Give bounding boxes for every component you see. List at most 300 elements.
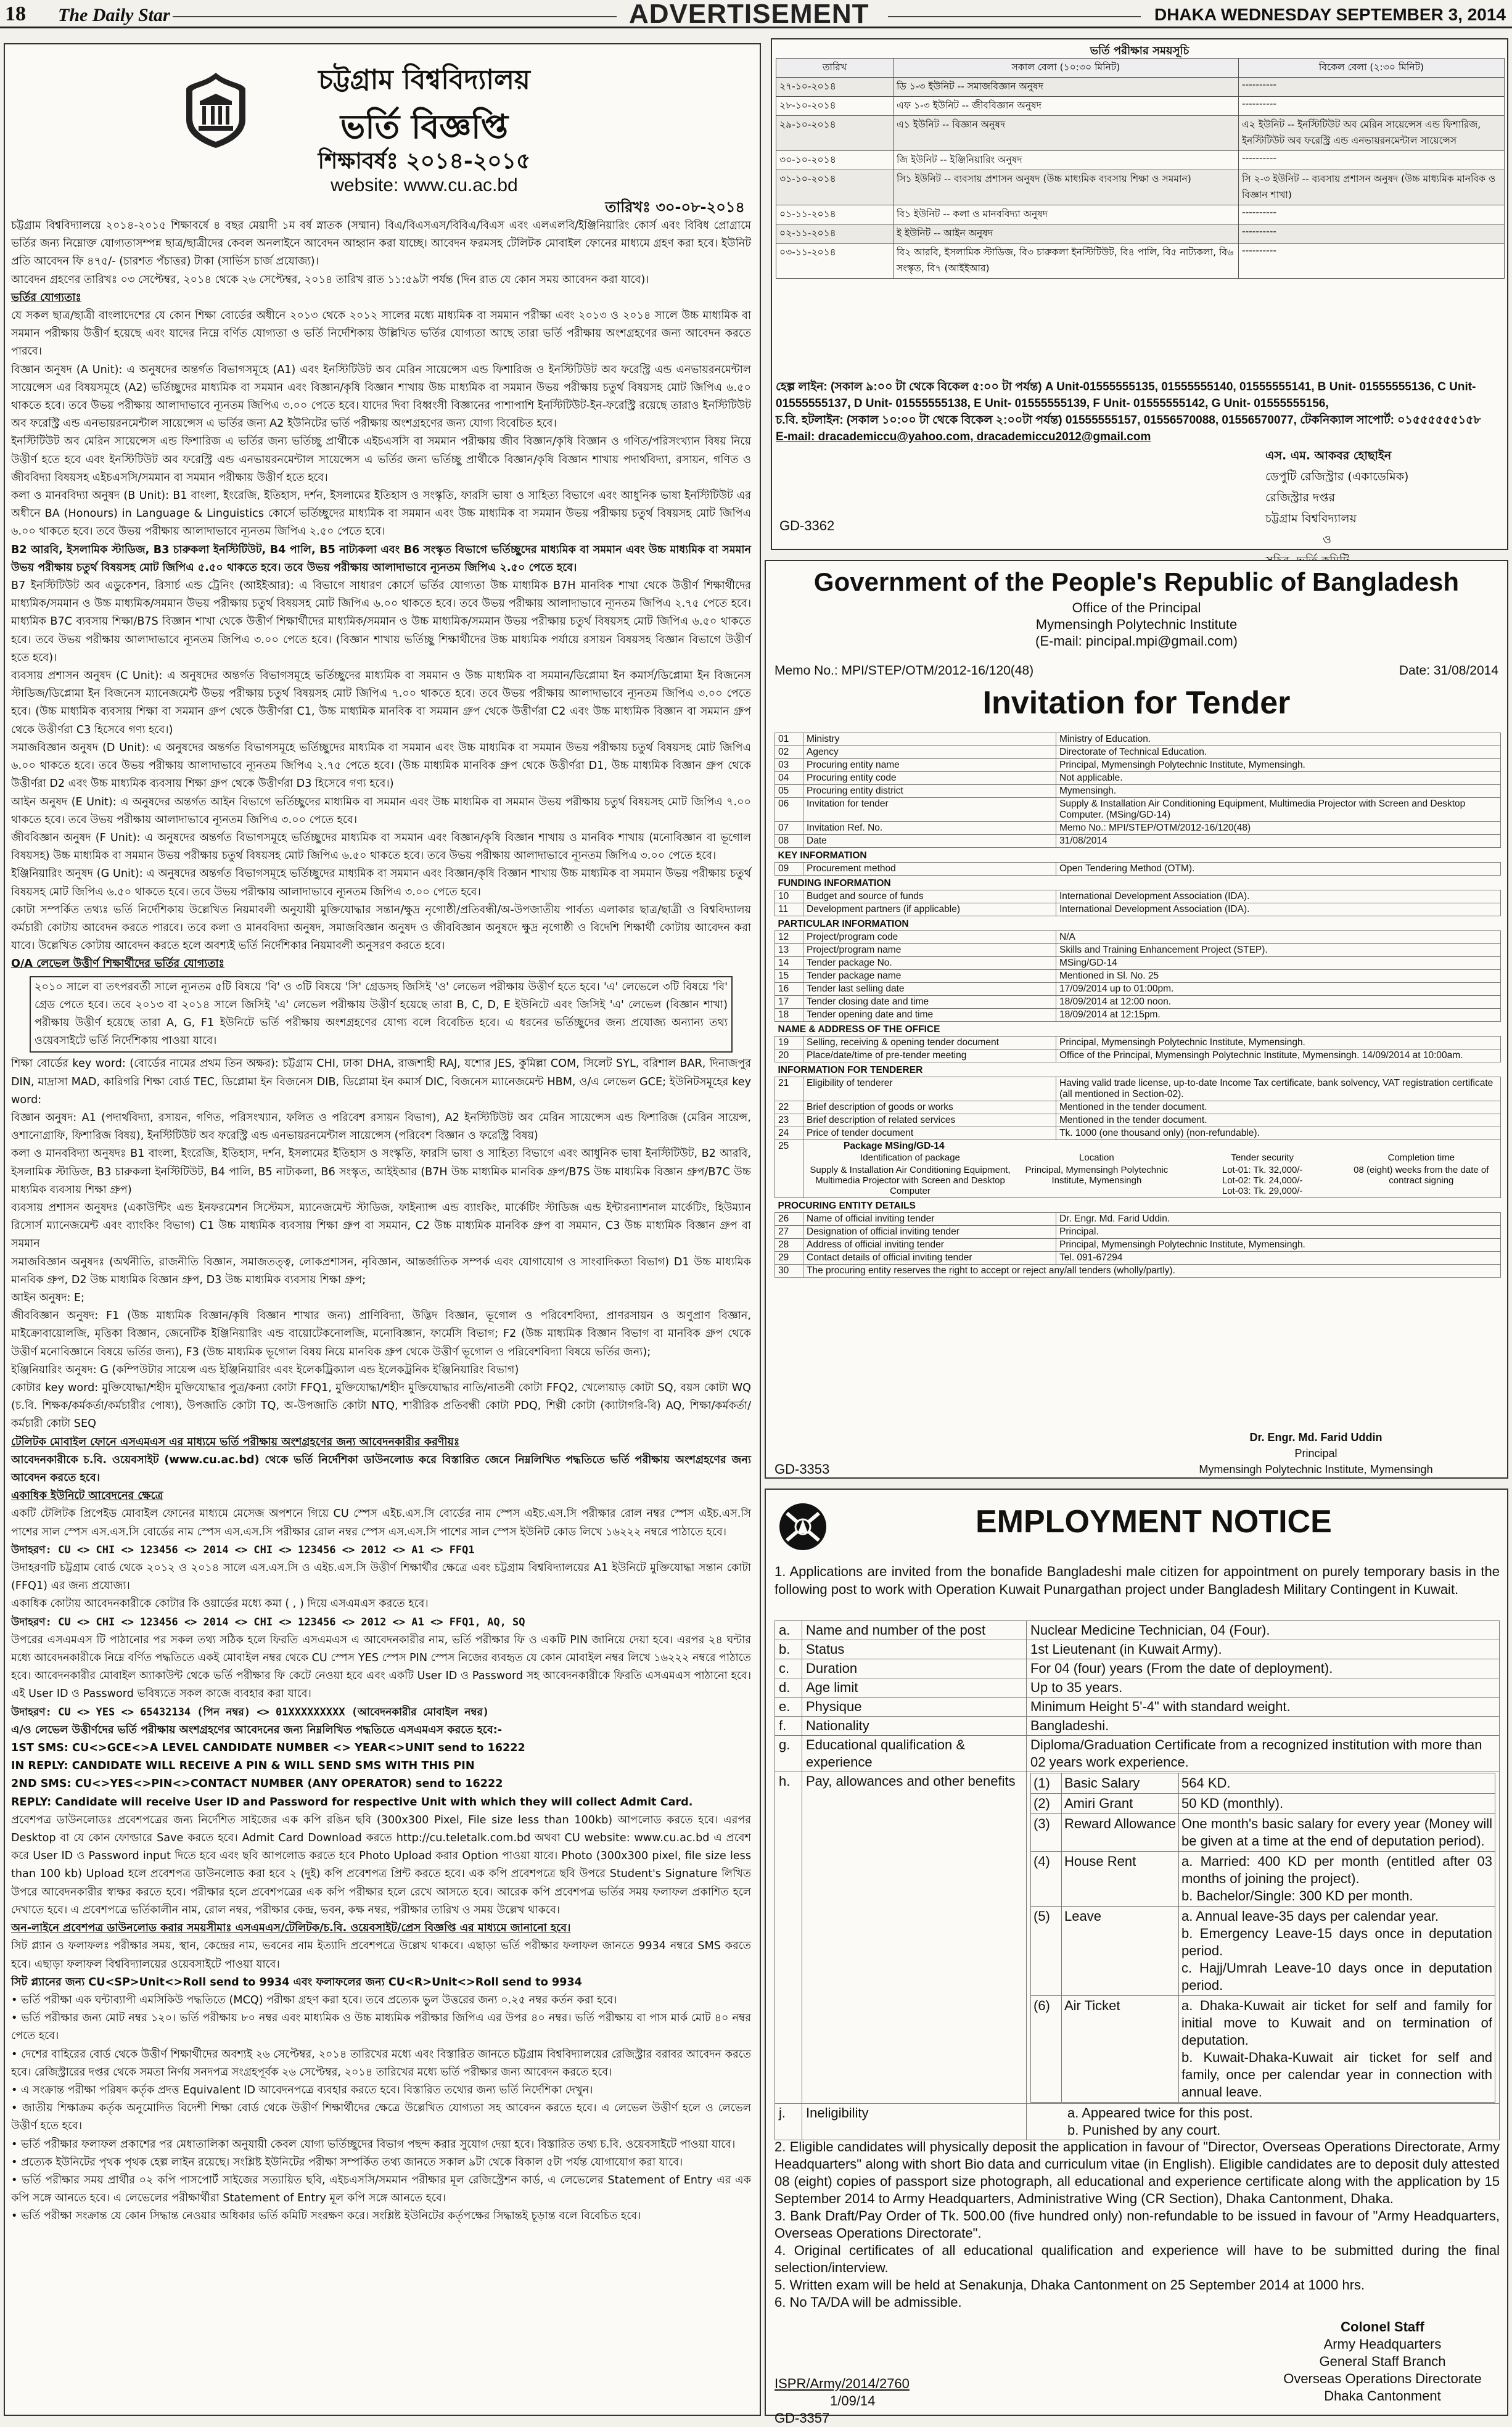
sms-example: উদাহরণ: CU <> YES <> 65432134 (পিন নম্বর) <> 01XXXXXXXXX (আবেদনকারীর মোবাইল নম্বর) — [11, 1706, 490, 1719]
paragraph: ব্যবসায় প্রশাসন অনুষদ (C Unit): এ অনুষদের অন্তর্গত বিভাগসমূহে ভর্তিচ্ছুদের মাধ্যমিক বা সমমান ও উচ্চ মাধ্যমিক বা সমমান/ডিপ্লোমা ইন কমার্স/ডিপ্লোমা ইন বিজনেস স্টাডিজ/ডিপ্লোমা ইন বিজনেস ম্যানেজমেন্ট উভয় পরীক্ষায় চতুর্থ বিষয়সহ মোট জিপিএ ৭.০০ থাকতে হবে। তবে উভয় পরীক্ষায় আলাদাভাবে ন্যূনতম জিপিএ ৩.০০ পেতে হবে। (উচ্চ মাধ্যমিক ব্যবসায় শিক্ষা বা সমমান গ্রুপ থেকে উত্তীর্ণরা C1, উচ্চ মাধ্যমিক মানবিক বা সমমান গ্রুপ থেকে উত্তীর্ণরা C2 এবং উচ্চ মাধ্যমিক বিজ্ঞান বা সমমান গ্রুপ থেকে উত্তীর্ণরা C3 হিসেবে গণ্য হবে।) — [11, 670, 751, 736]
table-cell: ২৮-১০-২০১৪ — [776, 97, 894, 116]
row-label: Brief description of goods or works — [803, 1101, 1056, 1114]
paragraph: কলা ও মানববিদ্যা অনুষদ (B Unit): B1 বাংলা, ইংরেজি, ইতিহাস, দর্শন, ইসলামের ইতিহাস ও সংস্কৃতি, ফারসি ভাষা ও সাহিত্য বিভাগে এবং আধুনিক ভাষা ইনস্টিটিউট এর অধীনে BA (Honours) in Language & Linguistics কোর্সে ভর্তিচ্ছুদের মাধ্যমিক বা সমমান এবং উচ্চ মাধ্যমিক বা সমমান উভয় পরীক্ষায় চতুর্থ বিষয়সহ মোট জিপিএ ৬.০০ থাকতে হবে। তবে উভয় পরীক্ষায় আলাদাভাবে ন্যূনতম জিপিএ ২.৫০ পেতে হবে। — [11, 490, 751, 538]
sms-instruction: 2ND SMS: CU<>YES<>PIN<>CONTACT NUMBER (ANY OPERATOR) send to 16222 — [11, 1778, 503, 1791]
tender-signature — [1162, 1429, 1470, 1477]
table-row — [775, 996, 1501, 1009]
row-value: Diploma/Graduation Certificate from a recognized institution with more than 02 years work experience. — [1027, 1736, 1500, 1772]
row-value: 31/08/2014 — [1056, 835, 1501, 848]
reference-block — [774, 2375, 910, 2427]
section-row — [775, 1022, 1501, 1037]
row-label: Pay, allowances and other benefits — [802, 1772, 1027, 2104]
package-header: Completion time — [1387, 1152, 1455, 1163]
section-heading: অন-লাইনে প্রবেশপত্র ডাউনলোড করার সময়সীমাঃ এসএমএস/টেলিটক/চ.বি. ওয়েবসাইট/প্রেস বিজ্ঞপ্তি এর মাধ্যমে জানানো হবে। — [11, 1922, 571, 1935]
table-row — [775, 772, 1501, 785]
table-row — [775, 903, 1501, 916]
table-row — [776, 97, 1505, 116]
tender-heading: Invitation for Tender — [982, 685, 1291, 721]
package-title: Package MSing/GD-14 — [844, 1141, 945, 1151]
row-value: Memo No.: MPI/STEP/OTM/2012-16/120(48) — [1056, 822, 1501, 835]
row-label: Tender package name — [803, 970, 1056, 983]
signatory-org: চট্টগ্রাম বিশ্ববিদ্যালয় — [1265, 512, 1357, 525]
sms-instruction: REPLY: Candidate will receive User ID and Password for respective Unit with which they will collect Admit Card. — [11, 1796, 693, 1809]
table-cell: এফ ১-৩ ইউনিট -- জীববিজ্ঞান অনুষদ — [894, 97, 1239, 116]
bullet: • ভর্তি পরীক্ষা সংক্রান্ত যে কোন সিদ্ধান্ত নেওয়ার অধিকার ভর্তি কমিটি সংরক্ষণ করে। সংশ্লিষ্ট ইউনিটের কর্তৃপক্ষের সিদ্ধান্তই চূড়ান্ত বলে বিবেচিত হবে। — [11, 2210, 641, 2223]
schedule-signature — [1265, 445, 1506, 571]
row-number: 14 — [775, 957, 803, 970]
paragraph: ইঞ্জিনিয়ারিং অনুষদ (G Unit): এ অনুষদের অন্তর্গত বিভাগসমূহে ভর্তিচ্ছুদের মাধ্যমিক বা সমমান এবং বিজ্ঞান/কৃষি বিজ্ঞান শাখায় উচ্চ মাধ্যমিক বা সমমান উভয় পরীক্ষায় চতুর্থ বিষয়সহ মোট জিপিএ ৬.৫০ থাকতে হবে। তবে উভয় পরীক্ষায় আলাদাভাবে ন্যূনতম জিপিএ ৩.০০ পেতে হবে। — [11, 868, 751, 898]
lot-security: Lot-03: Tk. 29,000/- — [1222, 1186, 1303, 1196]
row-letter: e. — [775, 1698, 802, 1717]
pay-label: Amiri Grant — [1062, 1794, 1179, 1814]
paragraph: B7 ইনস্টিটিউট অব এডুকেশন, রিসার্চ এন্ড ট্রেনিং (আইইআর): এ বিভাগে সাধারণ কোর্সে ভর্তির যোগ্যতা উচ্চ মাধ্যমিক B7H মানবিক শাখা থেকে উত্তীর্ণ শিক্ষার্থীদের মাধ্যমিক/সমমান ও উচ্চ মাধ্যমিক/সমমান উভয় পরীক্ষায় চতুর্থ বিষয়সহ মোট জিপিএ ৬.০০ থাকতে হবে। তবে উভয় পরীক্ষায় আলাদাভাবে ন্যূনতম জিপিএ ২.৭৫ পেতে হবে। মাধ্যমিক B7C ব্যবসায় শিক্ষা/B7S বিজ্ঞান শাখা থেকে উত্তীর্ণ শিক্ষার্থীদের মাধ্যমিক/সমমান ও উচ্চ মাধ্যমিক/সমমান উভয় পরীক্ষায় চতুর্থ বিষয়সহ মোট জিপিএ ৬.৫০ থাকতে হবে। তবে উভয় পরীক্ষায় আলাদাভাবে ন্যূনতম জিপিএ ৩.০০ পেতে হবে। (বিজ্ঞান শাখায় ভর্তিচ্ছু শিক্ষার্থীদের উচ্চ মাধ্যমিক পর্যায়ে রসায়ন বিষয়সহ বিজ্ঞান বিভাগে উত্তীর্ণ হতে হবে)। — [11, 580, 751, 664]
pay-number: (5) — [1031, 1907, 1062, 1996]
row-label: Tender last selling date — [803, 983, 1056, 996]
employment-signature — [1259, 2318, 1506, 2405]
row-value: Skills and Training Enhancement Project (STEP). — [1056, 944, 1501, 957]
paragraph: উদাহরণটি চট্টগ্রাম বোর্ড থেকে ২০১২ ও ২০১৪ সালে এস.এস.সি ও এইচ.এস.সি উত্তীর্ণ শিক্ষার্থীর ক্ষেত্রে এবং চট্টগ্রাম বিশ্ববিদ্যালয়ের A1 ইউনিটে মুক্তিযোদ্ধা সন্তান কোটা (FFQ1) এর জন্য প্রযোজ্য। — [11, 1562, 751, 1593]
table-cell: ২৯-১০-২০১৪ — [776, 116, 894, 151]
section-heading: NAME & ADDRESS OF THE OFFICE — [778, 1024, 940, 1035]
memo-date: Date: 31/08/2014 — [1399, 663, 1498, 678]
paragraph: সিট প্ল্যানের জন্য CU<SP>Unit<>Roll send to 9934 এবং ফলাফলের জন্য CU<R>Unit<>Roll send to 9934 — [11, 1976, 582, 1989]
row-letter: d. — [775, 1678, 802, 1698]
signatory-line: Overseas Operations Directorate — [1283, 2371, 1482, 2386]
pay-item — [1031, 1907, 1495, 1996]
header-rule-left — [173, 16, 617, 17]
row-value: Dr. Engr. Md. Farid Uddin. — [1056, 1213, 1501, 1226]
row-label: Project/program name — [803, 944, 1056, 957]
helpline-block — [776, 379, 1505, 445]
table-row — [775, 1101, 1501, 1114]
paragraph: উপরের এসএমএস টি পাঠানোর পর সকল তথ্য সঠিক হলে ফিরতি এসএমএস এ আবেদনকারীর নাম, ভর্তি পরীক্ষার ফি ও একটি PIN জানিয়ে দেয়া হবে। এরপর ২৪ ঘন্টার মধ্যে আবেদনকারীকে নিম্নে বর্ণিত পদ্ধতিতে একই মোবাইল নম্বর থেকে CU স্পেস YES স্পেস PIN স্পেস নিজের ব্যবহৃত যে কোন মোবাইল নম্বর লিখে ১৬২২২ নম্বরে পাঠাতে হবে। আবেদনকারীর মোবাইল অ্যাকাউন্ট থেকে ভর্তি পরীক্ষার ফি কেটে নেওয়া হবে এবং একটি User ID ও Password সহ আবেদনকারীকে ফিরতি এসএমএস পাঠানো হবে। এই User ID ও Password ভবিষ্যতে সকল কাজে ব্যবহার করা যাবে। — [11, 1633, 751, 1701]
row-number: 15 — [775, 970, 803, 983]
row-value: Ministry of Education. — [1056, 733, 1501, 746]
newspaper-name: The Daily Star — [58, 5, 170, 25]
pay-table — [1030, 1773, 1495, 2103]
row-value: Directorate of Technical Education. — [1056, 746, 1501, 759]
row-label: Project/program code — [803, 931, 1056, 944]
paragraph: আইন অনুষদ (E Unit): এ অনুষদের অন্তর্গত আইন বিভাগে ভর্তিচ্ছুদের মাধ্যমিক বা সমমান এবং উচ্চ মাধ্যমিক বা সমমান উভয় পরীক্ষায় চতুর্থ বিষয়সহ মোট জিপিএ ৭.০০ থাকতে হবে। তবে উভয় পরীক্ষায় আলাদাভাবে ন্যূনতম জিপিএ ৩.০০ পেতে হবে। — [11, 795, 751, 826]
employment-instructions — [774, 2138, 1500, 2311]
pay-item — [1031, 1814, 1495, 1852]
row-label: Budget and source of funds — [803, 890, 1056, 903]
gd-number: GD-3353 — [774, 1461, 830, 1477]
row-value: 18/09/2014 at 12:15pm. — [1056, 1009, 1501, 1022]
ispr-reference: ISPR/Army/2014/2760 — [774, 2376, 910, 2391]
row-label: Tender closing date and time — [803, 996, 1056, 1009]
row-value: Principal, Mymensingh Polytechnic Institute, Mymensingh. — [1056, 1239, 1501, 1252]
row-number: 12 — [775, 931, 803, 944]
row-number: 10 — [775, 890, 803, 903]
row-label: Address of official inviting tender — [803, 1239, 1056, 1252]
package-header-row — [807, 1152, 1497, 1164]
package-security — [1180, 1164, 1346, 1197]
table-row — [775, 1127, 1501, 1140]
pay-item — [1031, 1852, 1495, 1907]
signatory-title: ডেপুটি রেজিস্ট্রার (একাডেমিক) — [1265, 470, 1409, 483]
pay-value: a. Married: 400 KD per month (entitled after 03 months of joining the project). b. Bachelor/Single: 300 KD per month. — [1179, 1852, 1495, 1907]
row-letter: j. — [775, 2104, 802, 2140]
row-value: Mymensingh. — [1056, 785, 1501, 798]
package-cell — [803, 1140, 1501, 1198]
row-label: Nationality — [802, 1717, 1027, 1736]
pay-value: 564 KD. — [1179, 1773, 1495, 1794]
pay-label: Air Ticket — [1062, 1996, 1179, 2103]
row-label: Agency — [803, 746, 1056, 759]
row-number: 26 — [775, 1213, 803, 1226]
paragraph: কোটা সম্পর্কিত তথ্যঃ ভর্তি নির্দেশিকায় উল্লেখিত নিয়মাবলী অনুযায়ী মুক্তিযোদ্ধার সন্তান/ক্ষুদ্র নৃগোষ্ঠী/প্রতিবন্ধী/অ-উপজাতীয় পার্বত্য এলাকার ছাত্র/ছাত্রী ও বিশ্ববিদ্যালয় কর্মচারী কোটায় আবেদন করতে পারবে। তবে কলা ও মানববিদ্যা অনুষদ, সমাজবিজ্ঞান অনুষদ ও জীববিজ্ঞান অনুষদে ক্ষুদ্র নৃগোষ্ঠী ও বিদেশি শিক্ষার্থী কোটায় আবেদন করা যাবে। উল্লেখিত কোটায় আবেদন করতে হলে অবশ্যই ভর্তি নির্দেশিকার নিয়মাবলী অনুসরণ করতে হবে। — [11, 903, 751, 953]
paragraph: সিট প্ল্যান ও ফলাফলঃ পরীক্ষার সময়, স্থান, কেন্দ্রের নাম, ভবনের নাম ইত্যাদি প্রবেশপত্রে উল্লেখ থাকবে। এছাড়া ভর্তি পরীক্ষার ফলাফল জানতে 9934 নম্বরে SMS করতে হবে। এছাড়া ফলাফল বিশ্ববিদ্যালয়ের ওয়েবসাইটে পাওয়া যাবে। — [11, 1940, 751, 1971]
row-letter: a. — [775, 1621, 802, 1640]
row-number: 02 — [775, 746, 803, 759]
office-block — [766, 599, 1507, 649]
table-row — [775, 1717, 1500, 1736]
table-cell: ---------- — [1239, 78, 1505, 97]
pay-details — [1027, 1772, 1500, 2104]
paragraph: জীববিজ্ঞান অনুষদ: F1 (উচ্চ মাধ্যমিক বিজ্ঞান/কৃষি বিজ্ঞান শাখার জন্য) প্রাণিবিদ্যা, উদ্ভিদ বিজ্ঞান, ভূগোল ও পরিবেশবিদ্যা, প্রাণরসায়ন ও অণুপ্রাণ বিজ্ঞান, মাইক্রোবায়োলজি, মৃত্তিকা বিজ্ঞান, জেনেটিক ইঞ্জিনিয়ারিং এন্ড বায়োটেকনোলজি, মনোবিজ্ঞান, ফার্মেসি বিভাগ; F2 (উচ্চ মাধ্যমিক বিজ্ঞান বিভাগ বা মানবিক গ্রুপ থেকে উত্তীর্ণ মনোবিজ্ঞানে বিষয়ে ভর্তির জন্য), F3 (উচ্চ মাধ্যমিক ভূগোল বিষয় নিয়ে মানবিক গ্রুপ থেকে উত্তীর্ণ ভূগোল ও পরিবেশবিদ্যা বিষয়ে ভর্তির জন্য); — [11, 1310, 751, 1358]
package-data-row — [807, 1164, 1497, 1197]
lot-security: Lot-02: Tk. 24,000/- — [1222, 1175, 1303, 1186]
row-value: Office of the Principal, Mymensingh Polytechnic Institute, Mymensingh. 14/09/2014 at 10:00am. — [1056, 1049, 1501, 1062]
pay-value: a. Dhaka-Kuwait air ticket for self and family for initial move to Kuwait and on termination of deputation. b. Kuwait-Dhaka-Kuwait air ticket for self and family, once per calendar year in connection with annual leave. — [1179, 1996, 1495, 2103]
paragraph: কোটার key word: মুক্তিযোদ্ধা/শহীদ মুক্তিযোদ্ধার পুত্র/কন্যা কোটা FFQ1, মুক্তিযোদ্ধা/শহীদ মুক্তিযোদ্ধার নাতি/নাতনী কোটা FFQ2, খেলোয়াড় কোটা SQ, বয়স কোটা WQ (চ.বি. শিক্ষক/কর্মকর্তা/কর্মচারীর পোষ্য), উপজাতি কোটা TQ, অ-উপজাতি কোটা NTQ, শারীরিক প্রতিবন্ধী কোটা PDQ, শিল্পী কোটা (ক্যাটাগরি-বি) AQ, শিক্ষা/কর্মকর্তা/কর্মচারী কোটা SEQ — [11, 1382, 751, 1431]
row-value: Principal, Mymensingh Polytechnic Institute, Mymensingh. — [1056, 1037, 1501, 1049]
table-row — [775, 835, 1501, 848]
paragraph: জীববিজ্ঞান অনুষদ (F Unit): এ অনুষদের অন্তর্গত বিভাগসমূহে ভর্তিচ্ছুদের মাধ্যমিক বা সমমান এবং বিজ্ঞান/কৃষি বিজ্ঞান শাখায় ও মানবিক শাখায় (মনোবিজ্ঞান বা ভূগোল বিষয়সহ) উচ্চ মাধ্যমিক বা সমমান উভয় পরীক্ষায় চতুর্থ বিষয়সহ মোট জিপিএ ৬.৫০ থাকতে হবে। তবে উভয় পরীক্ষায় আলাদাভাবে ন্যূনতম জিপিএ ৩.০০ পেতে হবে। — [11, 831, 751, 863]
row-number: 19 — [775, 1037, 803, 1049]
paragraph: প্রবেশপত্র ডাউনলোডঃ প্রবেশপত্রের জন্য নির্দেশিত সাইজের এক কপি রঙিন ছবি (300x300 Pixel, File size less than 100kb) আপলোড করতে হবে। এরপর Desktop বা যে কোন ফোল্ডারে Save করতে হবে। Admit Card Download করতে http://cu.teletalk.com.bd অথবা CU website: www.cu.ac.bd এ প্রবেশ করে User ID ও Password input দিতে হবে এবং ছবি আপলোড করতে হবে Photo Upload করার Option পাওয়া যাবে। Photo (300x300 pixel, file size less than 100 kb) Upload হলে প্রবেশপত্র ডাউনলোড করা হবে ২ (দুই) কপি প্রবেশপত্র প্রিন্ট করতে হবে। এক কপি প্রবেশপত্রে ছবি উপরে Student's Signature লিখিত উপরে আবেদনকারীর স্বাক্ষর করতে হবে। পরীক্ষার হলে প্রবেশপত্রের এক কপি পরীক্ষার হলে রেখে আসতে হবে। আরেক কপি প্রবেশপত্র ভর্তির সময় ফলাফল প্রকাশিত হলে দেখাতে হবে। এ প্রবেশপত্রে ভর্তিকালীন নাম, রোল নম্বর, পরীক্ষার কেন্দ্র, ভবন, কক্ষ নম্বর, পরীক্ষার তারিখ ও সময় উল্লেখ থাকবে। — [11, 1813, 751, 1916]
table-cell: এ১ ইউনিট -- বিজ্ঞান অনুষদ — [894, 116, 1239, 151]
table-row — [775, 1621, 1500, 1640]
row-label: Procurement method — [803, 863, 1056, 876]
table-row — [775, 1698, 1500, 1717]
row-letter: g. — [775, 1736, 802, 1772]
table-row — [775, 1239, 1501, 1252]
row-value: International Development Association (IDA). — [1056, 903, 1501, 916]
pay-number: (6) — [1031, 1996, 1062, 2103]
table-row — [775, 746, 1501, 759]
row-label: Procuring entity name — [803, 759, 1056, 772]
row-number: 27 — [775, 1226, 803, 1239]
employment-intro: 1. Applications are invited from the bonafide Bangladeshi male citizen for appointment on purely temporary basis in the following post to work with Operation Kuwait Punargathan project under Bangladesh Military Contingent in Kuwait. — [774, 1564, 1500, 1597]
row-number: 03 — [775, 759, 803, 772]
row-letter: f. — [775, 1717, 802, 1736]
pay-row — [775, 1772, 1500, 2104]
section-title: ADVERTISEMENT — [629, 0, 869, 29]
row-label: Date — [803, 835, 1056, 848]
table-row — [776, 170, 1505, 205]
table-row — [775, 944, 1501, 957]
gd-number: GD-3357 — [774, 2410, 830, 2426]
office-line: Mymensingh Polytechnic Institute — [1035, 617, 1238, 632]
row-letter: c. — [775, 1659, 802, 1678]
row-label: Educational qualification & experience — [802, 1736, 1027, 1772]
table-row — [776, 116, 1505, 151]
university-seal-icon — [184, 70, 248, 149]
row-number: 20 — [775, 1049, 803, 1062]
pay-label: Leave — [1062, 1907, 1179, 1996]
signatory-title: Principal — [1294, 1447, 1337, 1460]
academic-year: শিক্ষাবর্ষঃ ২০১৪-২০১৫ — [318, 148, 531, 174]
table-row — [775, 983, 1501, 996]
paragraph: বিজ্ঞান অনুষদ: A1 (পদার্থবিদ্যা, রসায়ন, গণিত, পরিসংখ্যান, ফলিত ও পরিবেশ রসায়ন বিভাগ), A2 ইনস্টিটিউট অব মেরিন সায়েন্সেস এন্ড ফিশারিজ (মেরিন সায়েন্স, ওশানোগ্রাফি, ফিশারিজ বিষয়), ইনস্টিটিউট অব ফরেস্ট্রি এন্ড এনভায়রনমেন্টাল সায়েন্সেস (পরিবেশ বিজ্ঞান ও ফরেস্ট্রি বিষয়) — [11, 1111, 751, 1143]
signatory-title: Colonel Staff — [1341, 2319, 1424, 2335]
table-row — [776, 205, 1505, 224]
row-label: Procuring entity district — [803, 785, 1056, 798]
row-value: Supply & Installation Air Conditioning Equipment, Multimedia Projector with Screen and Desktop Computer. (MSing/GD-14) — [1056, 798, 1501, 822]
table-row — [775, 1678, 1500, 1698]
table-cell: ---------- — [1239, 97, 1505, 116]
table-row — [775, 1114, 1501, 1127]
row-label: Physique — [802, 1698, 1027, 1717]
table-cell: ---------- — [1239, 205, 1505, 224]
section-row — [775, 876, 1501, 890]
table-row — [775, 785, 1501, 798]
table-row — [775, 890, 1501, 903]
table-row — [775, 1226, 1501, 1239]
paragraph: 2. Eligible candidates will physically deposit the application in favour of "Director, Overseas Operations Directorate, Army Headquarters" along with short Bio data and curriculum vitae (in English). Eligible candidates are to deposit duly attested 08 (eight) copies of passport size photograph, all educational and experience certificate along with the application by 15 September 2014 to Army Headquarters, Administrative Wing (CR Section), Dhaka Cantonment, Dhaka. — [774, 2139, 1500, 2206]
row-value: MSing/GD-14 — [1056, 957, 1501, 970]
paragraph: একটি টেলিটক প্রিপেইড মোবাইল ফোনের মাধ্যমে মেসেজ অপশনে গিয়ে CU স্পেস এইচ.এস.সি বোর্ডের নাম স্পেস এইচ.এস.সি পরীক্ষার রোল নম্বর স্পেস এইচ.এস.সি পাশের সাল স্পেস এস.এস.সি বোর্ডের নাম স্পেস এস.এস.সি পরীক্ষার রোল নম্বর স্পেস এস.এস.সি পাশের সাল স্পেস ইউনিট কোড লিখে ১৬২২২ নম্বরে পাঠাতে হবে। — [11, 1508, 751, 1538]
sms-instruction: 1ST SMS: CU<>GCE<>A LEVEL CANDIDATE NUMBER <> YEAR<>UNIT send to 16222 — [11, 1742, 525, 1755]
pay-number: (2) — [1031, 1794, 1062, 1814]
row-label: Procuring entity code — [803, 772, 1056, 785]
row-value: 18/09/2014 at 12:00 noon. — [1056, 996, 1501, 1009]
notice-date: তারিখঃ ৩০-০৮-২০১৪ — [605, 199, 745, 216]
paragraph: আবেদনকারীকে চ.বি. ওয়েবসাইট (www.cu.ac.bd) থেকে ভর্তি নির্দেশিকা ডাউনলোড করে বিস্তারিত জেনে নিম্নলিখিত পদ্ধতিতে ভর্তি পরীক্ষায় অংশগ্রহণের জন্য আবেদন করতে হবে। — [11, 1453, 751, 1485]
table-row — [775, 1265, 1501, 1278]
section-row — [775, 1062, 1501, 1077]
table-row — [775, 1077, 1501, 1101]
row-number: 18 — [775, 1009, 803, 1022]
signatory-name: Dr. Engr. Md. Farid Uddin — [1249, 1431, 1383, 1443]
table-cell: ০২-১১-২০১৪ — [776, 224, 894, 244]
paragraph: একাধিক কোটায় আবেদনকারীকে কোটার কি ওয়ার্ডের মধ্যে কমা ( , ) দিয়ে এসএমএস করতে হবে। — [11, 1598, 429, 1611]
table-cell: ২৭-১০-২০১৪ — [776, 78, 894, 97]
row-value: N/A — [1056, 931, 1501, 944]
section-heading: একাধিক ইউনিটে আবেদনের ক্ষেত্রে — [11, 1490, 163, 1503]
table-row — [776, 244, 1505, 279]
section-row — [775, 1198, 1501, 1213]
signatory-line: Dhaka Cantonment — [1324, 2388, 1441, 2404]
table-row — [776, 151, 1505, 170]
bullet: • ভর্তি পরীক্ষার ফলাফল প্রকাশের পর মেধাতালিকা অনুযায়ী কেবল যোগ্য ভর্তিচ্ছুদের বিভাগ পছন্দ করার সুযোগ দেয়া হবে। বিস্তারিত তথ্য চ.বি. ওয়েবসাইটে পাওয়া যাবে। — [11, 2138, 736, 2151]
row-value: Principal, Mymensingh Polytechnic Institute, Mymensingh. — [1056, 759, 1501, 772]
column-header: বিকেল বেলা (২:৩০ মিনিট) — [1239, 59, 1505, 78]
schedule-table — [776, 58, 1505, 279]
row-value: For 04 (four) years (From the date of deployment). — [1027, 1659, 1500, 1678]
row-value: Bangladeshi. — [1027, 1717, 1500, 1736]
ineligibility-item: b. Punished by any court. — [1067, 2122, 1221, 2138]
row-value: Principal. — [1056, 1226, 1501, 1239]
bullet: • ভর্তি পরীক্ষার সময় প্রার্থীর ০২ কপি পাসপোর্ট সাইজের সত্যায়িত ছবি, এইচএসসি/সমমান পরীক্ষার মূল রেজিস্ট্রেশন কার্ড, এ লেভেলের Statement of Entry এর এক কপি সঙ্গে আনতে হবে। এ লেভেলের পরীক্ষার্থীরা Statement of Entry মূল কপি সঙ্গে আনতে হবে। — [11, 2174, 751, 2205]
row-label: Name and number of the post — [802, 1621, 1027, 1640]
row-number: 01 — [775, 733, 803, 746]
paragraph: এ/ও লেভেল উত্তীর্ণদের ভর্তি পরীক্ষায় অংশগ্রহণের আবেদনের জন্য নিম্নলিখিত পদ্ধতিতে এসএমএস করতে হবে:- — [11, 1723, 503, 1736]
table-row — [775, 759, 1501, 772]
table-row — [775, 733, 1501, 746]
package-completion: 08 (eight) weeks from the date of contract signing — [1354, 1165, 1489, 1186]
table-row — [775, 1049, 1501, 1062]
row-label: Duration — [802, 1659, 1027, 1678]
signatory-line: General Staff Branch — [1319, 2354, 1446, 2369]
university-website: website: www.cu.ac.bd — [331, 175, 518, 195]
table-row — [775, 798, 1501, 822]
row-label: Invitation for tender — [803, 798, 1056, 822]
employment-heading: EMPLOYMENT NOTICE — [976, 1504, 1332, 1540]
paragraph: ব্যবসায় প্রশাসন অনুষদঃ (একাউন্টিং এন্ড ইনফরমেশন সিস্টেমস, ম্যানেজমেন্ট স্টাডিজ, ফাইন্যান্স এন্ড ব্যাংকিং, মার্কেটিং স্টাডিজ এন্ড ইন্টারন্যাশনাল মার্কেটিং, হিউম্যান রিসোর্স ম্যানেজমেন্ট এবং ব্যাংকিং বিভাগ) C1 উচ্চ মাধ্যমিক ব্যবসায় শিক্ষা গ্রুপ বা সমমান, C2 উচ্চ মাধ্যমিক মানবিক গ্রুপ বা সমমান, C3 উচ্চ মাধ্যমিক বিজ্ঞান গ্রুপ বা সমমান — [11, 1201, 751, 1250]
column-header: তারিখ — [776, 59, 894, 78]
bullet: • জাতীয় শিক্ষাক্রম কর্তৃক অনুমোদিত বিদেশী শিক্ষা বোর্ড থেকে উত্তীর্ণ শিক্ষার্থীদের ক্ষেত্রে উল্লেখিত যোগ্যতা সহ আবেদন করতে হবে। এ লেভেল উত্তীর্ণ হলে ও লেভেল উত্তীর্ণ হতে হবে। — [11, 2102, 751, 2133]
row-label: Status — [802, 1640, 1027, 1659]
section-heading: ভর্তির যোগ্যতাঃ — [11, 291, 81, 304]
row-number: 22 — [775, 1101, 803, 1114]
paragraph: আবেদন গ্রহণের তারিখঃ ০৩ সেপ্টেম্বর, ২০১৪ থেকে ২৬ সেপ্টেম্বর, ২০১৪ তারিখ রাত ১১:৫৯টা পর্যন্ত (দিন রাত যে কোন সময় আবেদন করা যাবে)। — [11, 273, 649, 286]
pay-value: 50 KD (monthly). — [1179, 1794, 1495, 1814]
signatory-office: রেজিস্ট্রার দপ্তর — [1265, 491, 1336, 504]
row-number: 21 — [775, 1077, 803, 1101]
row-label: Designation of official inviting tender — [803, 1226, 1056, 1239]
table-cell: ---------- — [1239, 244, 1505, 279]
notice-title: ভর্তি বিজ্ঞপ্তি — [340, 107, 509, 146]
row-value: International Development Association (IDA). — [1056, 890, 1501, 903]
row-value: Mentioned in the tender document. — [1056, 1114, 1501, 1127]
pay-label: Reward Allowance — [1062, 1814, 1179, 1852]
table-cell: ৩০-১০-২০১৪ — [776, 151, 894, 170]
row-letter: b. — [775, 1640, 802, 1659]
ineligibility-item: a. Appeared twice for this post. — [1067, 2105, 1253, 2121]
newspaper-header — [0, 0, 1512, 28]
paragraph: আইন অনুষদ: E; — [11, 1291, 85, 1304]
row-value: 17/09/2014 up to 01:00pm. — [1056, 983, 1501, 996]
paragraph: ইনস্টিটিউট অব মেরিন সায়েন্সেস এন্ড ফিশারিজ এ ভর্তির জন্য ভর্তিচ্ছু প্রার্থীকে এইচএসসি বা সমমান পরীক্ষায় জীব বিজ্ঞান/কৃষি বিজ্ঞান ও গণিত/পরিসংখ্যান বিষয় নিয়ে উত্তীর্ণ হতে হবে এবং ইনস্টিটিউট অব ফরেস্ট্রি এন্ড এনভায়রনমেন্টাল সায়েন্সেস এ ভর্তির জন্য ভর্তিচ্ছু প্রার্থীকে বিজ্ঞান/কৃষি বিজ্ঞান শাখায় পদার্থবিদ্যা, রসায়ন, গণিত ও জীববিদ্যা বিষয়সহ এইচএসসি/সমমান বা সমমান পরীক্ষায় উত্তীর্ণ হতে হবে। — [11, 435, 752, 484]
pay-item — [1031, 1773, 1495, 1794]
pay-number: (1) — [1031, 1773, 1062, 1794]
pay-value: One month's basic salary for every year (Money will be given at a time at the end of deputation period). — [1179, 1814, 1495, 1852]
pay-label: House Rent — [1062, 1852, 1179, 1907]
paragraph: যে সকল ছাত্র/ছাত্রী বাংলাদেশের যে কোন শিক্ষা বোর্ডের অধীনে ২০১৩ থেকে ২০১২ সালের মধ্যে মাধ্যমিক বা সমমান পরীক্ষা এবং ২০১৩ ও ২০১৪ সালে উচ্চ মাধ্যমিক বা সমমান পরীক্ষায় উত্তীর্ণ হয়েছে এবং যাদের নিম্নে বর্ণিত যোগ্যতা ও ভর্তি নির্দেশিকায় উল্লিখিত ভর্তির যোগ্যতা আছে তারা ভর্তি পরীক্ষায় অংশগ্রহণের জন্য আবেদন করতে পারবে। — [11, 310, 751, 358]
row-label: Place/date/time of pre-tender meeting — [803, 1049, 1056, 1062]
paragraph: সমাজবিজ্ঞান অনুষদ (D Unit): এ অনুষদের অন্তর্গত বিভাগসমূহে ভর্তিচ্ছুদের মাধ্যমিক বা সমমান এবং উচ্চ মাধ্যমিক বা সমমান উভয় পরীক্ষায় চতুর্থ বিষয়সহ মোট জিপিএ ৬.০০ থাকতে হবে। তবে উভয় পরীক্ষায় আলাদাভাবে ন্যূনতম জিপিএ ২.৭৫ পেতে হবে। (উচ্চ মাধ্যমিক মানবিক গ্রুপ থেকে উত্তীর্ণরা D1, উচ্চ মাধ্যমিক বিজ্ঞান গ্রুপ থেকে উত্তীর্ণরা D2 এবং উচ্চ মাধ্যমিক ব্যবসায় শিক্ষা গ্রুপ থেকে উত্তীর্ণরা D3 হিসেবে গণ্য হবে।) — [11, 741, 751, 791]
paragraph: শিক্ষা বোর্ডের key word: (বোর্ডের নামের প্রথম তিন অক্ষর): চট্টগ্রাম CHI, ঢাকা DHA, রাজশাহী RAJ, যশোর JES, কুমিল্লা COM, সিলেট SYL, বরিশাল BAR, দিনাজপুর DIN, মাদ্রাসা MAD, কারিগরি শিক্ষা বোর্ড TEC, ডিপ্লোমা ইন বিজনেস DIB, ডিপ্লোমা ইন কমার্স DIC, বিজনেস ম্যানেজমেন্ট HBM, ও/এ লেভেল GCE; ইউনিটসমূহের key word: — [11, 1057, 751, 1106]
row-label: Ministry — [803, 733, 1056, 746]
hotline-numbers: চ.বি. হটলাইন: (সকাল ১০:০০ টা থেকে বিকেল ২:০০টা পর্যন্ত) 01555555157, 01556570088, 01556570077, টেকনিক্যাল সাপোর্ট: ০১৫৫৫৫৫৫১৫৮ — [776, 414, 1481, 427]
row-number: 11 — [775, 903, 803, 916]
row-number: 23 — [775, 1114, 803, 1127]
row-number: 16 — [775, 983, 803, 996]
package-header: Location — [1079, 1152, 1114, 1163]
section-heading: FUNDING INFORMATION — [778, 878, 891, 889]
row-label: Contact details of official inviting tender — [803, 1252, 1056, 1265]
dateline: DHAKA WEDNESDAY SEPTEMBER 3, 2014 — [1154, 5, 1506, 24]
notice-body — [11, 217, 751, 2406]
table-cell: সি ২-৩ ইউনিট -- ব্যবসায় প্রশাসন অনুষদ (উচ্চ মাধ্যমিক মানবিক ও বিজ্ঞান শাখা) — [1239, 170, 1505, 205]
row-value: Tel. 091-67294 — [1056, 1252, 1501, 1265]
row-label: Eligibility of tenderer — [803, 1077, 1056, 1101]
table-row — [775, 957, 1501, 970]
paragraph: বিজ্ঞান অনুষদ (A Unit): এ অনুষদের অন্তর্গত বিভাগসমূহে (A1) এবং ইনস্টিটিউট অব মেরিন সায়েন্সেস এন্ড ফিশারিজ ও ইনস্টিটিউট অব ফরেস্ট্রি এন্ড এনভায়রনমেন্টাল সায়েন্সেস এর বিষয়সমূহে (A2) ভর্তিচ্ছুদের মাধ্যমিক বা সমমান এবং বিজ্ঞান/কৃষি বিজ্ঞান শাখায় উচ্চ মাধ্যমিক বা সমমান উভয় পরীক্ষায় চতুর্থ বিষয়সহ মোট জিপিএ ৬.৫০ থাকতে হবে। তবে উভয় পরীক্ষায় আলাদাভাবে ন্যূনতম জিপিএ ৩.০০ পেতে হবে। যাদের দিবা বিধ্বংসী বিজ্ঞানের পাশাপাশি ইনস্টিটিউট-ইন-ফরেস্ট্রি রয়েছে তারাও ইনস্টিটিউট অব ফরেস্ট্রি এন্ড এনভায়রনমেন্টাল সায়েন্সেস এ ভর্তির জন্য A2 ইউনিটের ভর্তি পরীক্ষায় অংশগ্রহণের জন্য যোগ্য বিবেচিত হবে। — [11, 363, 751, 430]
ineligibility-row — [775, 2104, 1500, 2140]
paragraph: সমাজবিজ্ঞান অনুষদঃ (অর্থনীতি, রাজনীতি বিজ্ঞান, সমাজতত্ত্ব, লোকপ্রশাসন, নৃবিজ্ঞান, আন্তর্জাতিক সম্পর্ক এবং যোগাযোগ ও সাংবাদিকতা বিভাগ) D1 উচ্চ মাধ্যমিক মানবিক গ্রুপ, D2 উচ্চ মাধ্যমিক বিজ্ঞান গ্রুপ, D3 উচ্চ মাধ্যমিক ব্যবসায় শিক্ষা গ্রুপ; — [11, 1255, 751, 1286]
exam-schedule-box — [771, 38, 1508, 550]
table-row — [775, 1009, 1501, 1022]
section-heading: KEY INFORMATION — [778, 850, 867, 861]
table-cell: ৩১-১০-২০১৪ — [776, 170, 894, 205]
table-row — [775, 1736, 1500, 1772]
row-number: 30 — [775, 1265, 803, 1278]
row-value: The procuring entity reserves the right to accept or reject any/all tenders (wholly/partly). — [803, 1265, 1501, 1278]
row-value: Mentioned in the tender document. — [1056, 1101, 1501, 1114]
contact-email: E-mail: dracademiccu@yahoo.com, dracademiccu2012@gmail.com — [776, 430, 1151, 443]
row-number: 17 — [775, 996, 803, 1009]
bullet: • এ সংক্রান্ত পরীক্ষা পরিষদ কর্তৃক প্রদত্ত Equivalent ID আবেদনপত্রে ব্যবহার করতে হবে। বিস্তারিত তথ্যের জন্য ভর্তি নির্দেশিকা দেখুন। — [11, 2084, 593, 2096]
row-value: Minimum Height 5'-4" with standard weight. — [1027, 1698, 1500, 1717]
paragraph: 6. No TA/DA will be admissible. — [774, 2294, 962, 2310]
row-number: 08 — [775, 835, 803, 848]
cu-admission-notice — [4, 43, 761, 2416]
table-row — [775, 1659, 1500, 1678]
package-header: Tender security — [1231, 1152, 1294, 1163]
row-number: 28 — [775, 1239, 803, 1252]
government-title: Government of the People's Republic of Bangladesh — [813, 567, 1460, 596]
row-label: Tender package No. — [803, 957, 1056, 970]
section-heading: O/A লেভেল উত্তীর্ণ শিক্ষার্থীদের ভর্তির যোগ্যতাঃ — [11, 958, 225, 971]
office-email: (E-mail: pincipal.mpi@gmail.com) — [1035, 633, 1238, 649]
row-number: 07 — [775, 822, 803, 835]
row-number: 13 — [775, 944, 803, 957]
table-row — [775, 863, 1501, 876]
pay-item — [1031, 1996, 1495, 2103]
table-header-row — [776, 59, 1505, 78]
paragraph: কলা ও মানববিদ্যা অনুষদঃ B1 বাংলা, ইংরেজি, ইতিহাস, দর্শন, ইসলামের ইতিহাস ও সংস্কৃতি, ফারসি ভাষা ও সাহিত্য বিভাগে এবং আধুনিক ভাষা ইনস্টিটিউট, B2 আরবি, ইসলামিক স্টাডিজ, B3 চারুকলা ইনস্টিটিউট, B4 পালি, B5 নাট্যকলা, B6 সংস্কৃত, আইইআর (B7H উচ্চ মাধ্যমিক মানবিক গ্রুপ/B7S উচ্চ মাধ্যমিক বিজ্ঞান গ্রুপ/B7C উচ্চ মাধ্যমিক ব্যবসায় শিক্ষা গ্রুপ) — [11, 1148, 751, 1196]
row-number: 06 — [775, 798, 803, 822]
table-row — [775, 1037, 1501, 1049]
table-row — [775, 931, 1501, 944]
row-number: 05 — [775, 785, 803, 798]
table-cell: সি১ ইউনিট -- ব্যবসায় প্রশাসন অনুষদ (উচ্চ মাধ্যমিক ব্যবসায় শিক্ষা ও সমমান) — [894, 170, 1239, 205]
table-row — [776, 224, 1505, 244]
tender-table — [774, 733, 1501, 1278]
row-value: Open Tendering Method (OTM). — [1056, 863, 1501, 876]
paragraph: চট্টগ্রাম বিশ্ববিদ্যালয়ে ২০১৪-২০১৫ শিক্ষাবর্ষে ৪ বছর মেয়াদী ১ম বর্ষ স্নাতক (সম্মান) বিএ/বিএসএস/বিবিএ/বিএস এবং এলএলবি/ইঞ্জিনিয়ারিং কোর্স এবং বিবিধ প্রোগ্রামে ভর্তির জন্য নিম্নোক্ত যোগ্যতাসম্পন্ন ছাত্র/ছাত্রীদের কেবল অনলাইনে আবেদন আহ্বান করা যাচ্ছে। আবেদন ফরমসহ টেলিটক মোবাইল ফোনের মাধ্যমে গ্রহণ করা হবে। ইউনিট প্রতি আবেদন ফি ৪৭৫/- (চারশত পঁচাত্তর) টাকা (সার্ভিস চার্জ প্রযোজ্য)। — [11, 220, 751, 268]
army-crest-icon — [778, 1502, 828, 1551]
row-value: Up to 35 years. — [1027, 1678, 1500, 1698]
section-heading: INFORMATION FOR TENDERER — [778, 1065, 923, 1075]
package-table — [807, 1152, 1497, 1197]
signatory-name: এস. এম. আকবর হোছাইন — [1265, 449, 1392, 462]
schedule-title: ভর্তি পরীক্ষার সময়সূচি — [1090, 44, 1189, 57]
tender-notice — [765, 560, 1508, 1479]
paragraph: ইঞ্জিনিয়ারিং অনুষদ: G (কম্পিউটার সায়েন্স এন্ড ইঞ্জিনিয়ারিং এবং ইলেকট্রিক্যাল এন্ড ইলেকট্রনিক ইঞ্জিনিয়ারিং বিভাগ) — [11, 1363, 519, 1376]
sms-example: উদাহরণ: CU <> CHI <> 123456 <> 2014 <> CHI <> 123456 <> 2012 <> A1 <> FFQ1 — [11, 1543, 475, 1556]
table-cell: জি ইউনিট -- ইঞ্জিনিয়ারিং অনুষদ — [894, 151, 1239, 170]
lot-security: Lot-01: Tk. 32,000/- — [1222, 1165, 1303, 1175]
signatory-line: Army Headquarters — [1323, 2336, 1442, 2352]
row-label: Age limit — [802, 1678, 1027, 1698]
bullet: • ভর্তি পরীক্ষা এক ঘন্টাব্যাপী এমসিকিউ পদ্ধতিতে (MCQ) পরীক্ষা গ্রহণ করা হবে। তবে প্রত্যেক ভুল উত্তরের জন্য ০.২৫ নম্বর কর্তন করা হবে। — [11, 1994, 617, 2006]
row-number: 25 — [775, 1140, 803, 1198]
paragraph: B2 আরবি, ইসলামিক স্টাডিজ, B3 চারুকলা ইনস্টিটিউট, B4 পালি, B5 নাট্যকলা এবং B6 সংস্কৃত বিভাগে ভর্তিচ্ছুদের মাধ্যমিক বা সমমান এবং উচ্চ মাধ্যমিক বা সমমান উভয় পরীক্ষায় চতুর্থ বিষয়সহ মোট জিপিএ ৫.৫০ থাকতে হবে। তবে উভয় পরীক্ষায় আলাদাভাবে ন্যূনতম জিপিএ ২.৫০ পেতে হবে। — [11, 543, 751, 574]
table-cell: ই ইউনিট -- আইন অনুষদ — [894, 224, 1239, 244]
sms-instruction: IN REPLY: CANDIDATE WILL RECEIVE A PIN & WILL SEND SMS WITH THIS PIN — [11, 1760, 475, 1773]
section-heading: PARTICULAR INFORMATION — [778, 919, 909, 929]
boxed-paragraph: ২০১০ সালে বা তৎপরবর্তী সালে ন্যূনতম ৫টি বিষয়ে 'বি' ও ৩টি বিষয়ে 'সি' গ্রেডসহ জিসিই 'ও' লেভেল পরীক্ষায় উত্তীর্ণ হতে হবে। 'এ' লেভেলে ৩টি বিষয়ে 'বি' গ্রেড পেতে হবে। তবে ২০১৩ বা ২০১৪ সালে জিসিই 'এ' লেভেল পরীক্ষায় উত্তীর্ণ হয়েছে তারা B, C, D, E ইউনিটে এবং জিসিই 'এ' লেভেল (বিজ্ঞান শাখা) পরীক্ষায় উত্তীর্ণ হয়েছে তারা A, G, F1 ইউনিটে ভর্তি পরীক্ষায় অংশগ্রহণের যোগ্য বলে বিবেচিত হবে। এ ধরনের ভর্তিচ্ছুদের জন্য প্রযোজ্য অন্যান্য তথ্য ওয়েবসাইটে ভর্তি নির্দেশিকায় পাওয়া যাবে। — [30, 976, 733, 1053]
row-label: Selling, receiving & opening tender document — [803, 1037, 1056, 1049]
row-number: 04 — [775, 772, 803, 785]
bullet: • প্রত্যেক ইউনিটের পৃথক পৃথক হেল্প লাইন রয়েছে। সংশ্লিষ্ট ইউনিটের পরীক্ষা সম্পর্কিত তথ্য জানতে সকাল ৯টা থেকে বিকাল ৫টা পর্যন্ত যোগাযোগ করা যাবে। — [11, 2156, 683, 2169]
bullet: • দেশের বাহিরের বোর্ড থেকে উত্তীর্ণ শিক্ষার্থীদের অবশ্যই ২৬ সেপ্টেম্বর, ২০১৪ তারিখের মধ্যে এবং বিস্তারিত জানতে চট্টগ্রাম বিশ্ববিদ্যালয়ের রেজিস্ট্রার বরাবর আবেদন করতে হবে। রেজিস্ট্রারের দপ্তর থেকে সমতা নির্ণয় সনদপত্র সংগ্রহপূর্বক ২৬ সেপ্টেম্বর, ২০১৪ তারিখের মধ্যে ভর্তি পরীক্ষার জন্য আবেদন করতে হবে। — [11, 2048, 751, 2079]
